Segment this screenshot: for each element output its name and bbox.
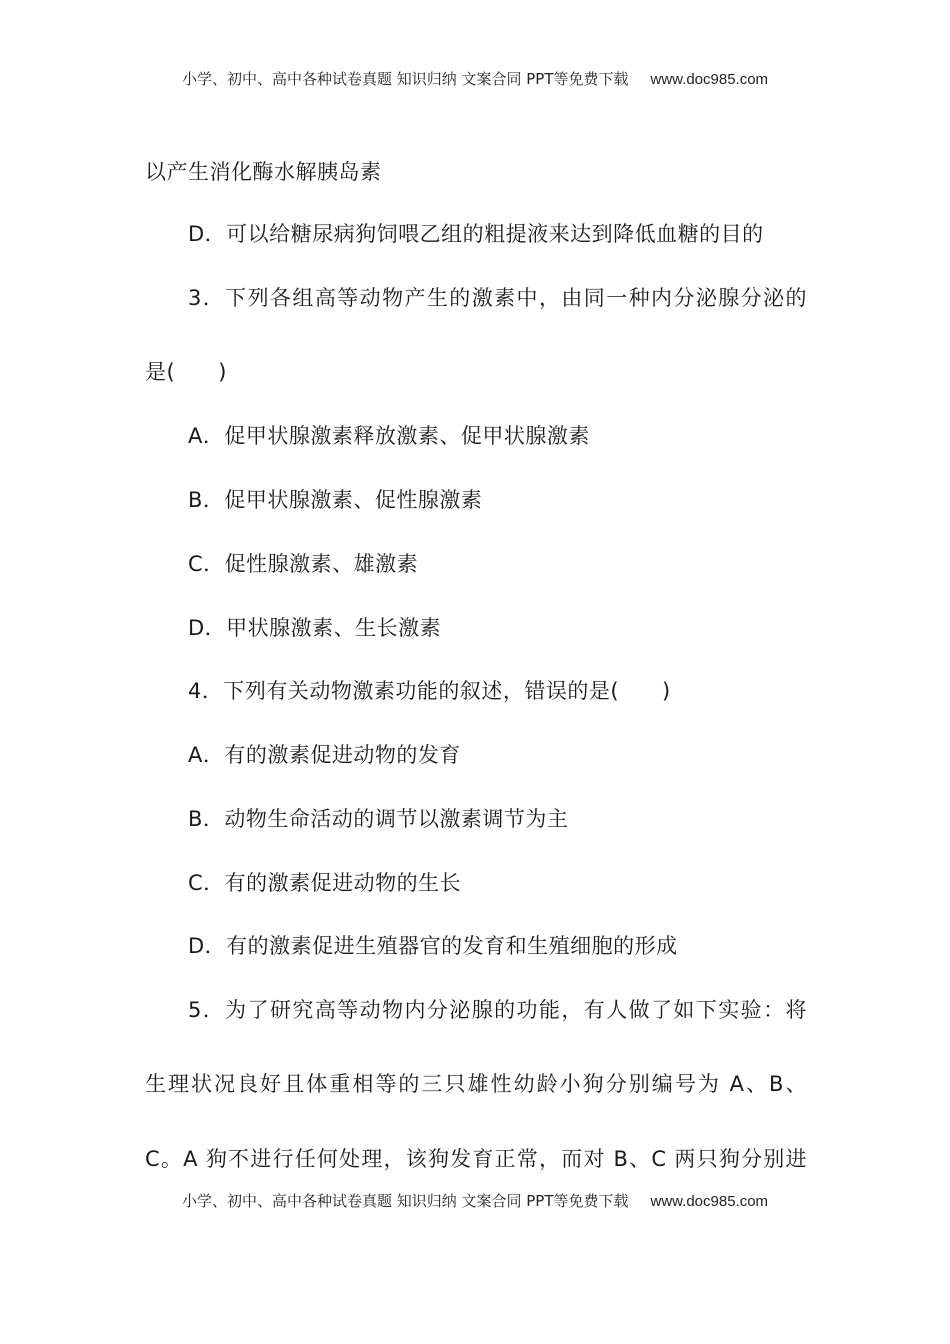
option-d-q2: D．可以给糖尿病狗饲喂乙组的粗提液来达到降低血糖的目的 (188, 222, 764, 246)
page-footer (0, 1190, 950, 1211)
option-a-q4: A．有的激素促进动物的发育 (188, 743, 461, 767)
option-d-q3: D．甲状腺激素、生长激素 (188, 616, 442, 640)
question-4: 4．下列有关动物激素功能的叙述，错误的是( ) (188, 679, 671, 703)
option-b-q3: B．促甲状腺激素、促性腺激素 (188, 488, 483, 512)
question-3-line-1: 3．下列各组高等动物产生的激素中，由同一种内分泌腺分泌的 (188, 286, 807, 310)
question-5-line-3: C。A 狗不进行任何处理，该狗发育正常，而对 B、C 两只狗分别进 (145, 1147, 807, 1171)
option-d-q4: D．有的激素促进生殖器官的发育和生殖细胞的形成 (188, 934, 678, 958)
page-header (0, 68, 950, 89)
footer-text: 小学、初中、高中各种试卷真题 知识归纳 文案合同 PPT等免费下载 (181, 1192, 629, 1210)
footer-site-url[interactable]: www.doc985.com (650, 1193, 769, 1210)
header-text: 小学、初中、高中各种试卷真题 知识归纳 文案合同 PPT等免费下载 (181, 70, 629, 88)
header-site-url[interactable]: www.doc985.com (650, 71, 769, 88)
option-c-q3: C．促性腺激素、雄激素 (188, 552, 419, 576)
question-5-line-2: 生理状况良好且体重相等的三只雄性幼龄小狗分别编号为 A、B、 (145, 1072, 807, 1096)
option-a-q3: A．促甲状腺激素释放激素、促甲状腺激素 (188, 424, 590, 448)
question-5-line-1: 5．为了研究高等动物内分泌腺的功能，有人做了如下实验：将 (188, 998, 807, 1022)
question-3-line-2: 是( ) (145, 360, 227, 384)
option-c-q4: C．有的激素促进动物的生长 (188, 871, 462, 895)
text-line-01: 以产生消化酶水解胰岛素 (145, 160, 382, 184)
option-b-q4: B．动物生命活动的调节以激素调节为主 (188, 807, 569, 831)
